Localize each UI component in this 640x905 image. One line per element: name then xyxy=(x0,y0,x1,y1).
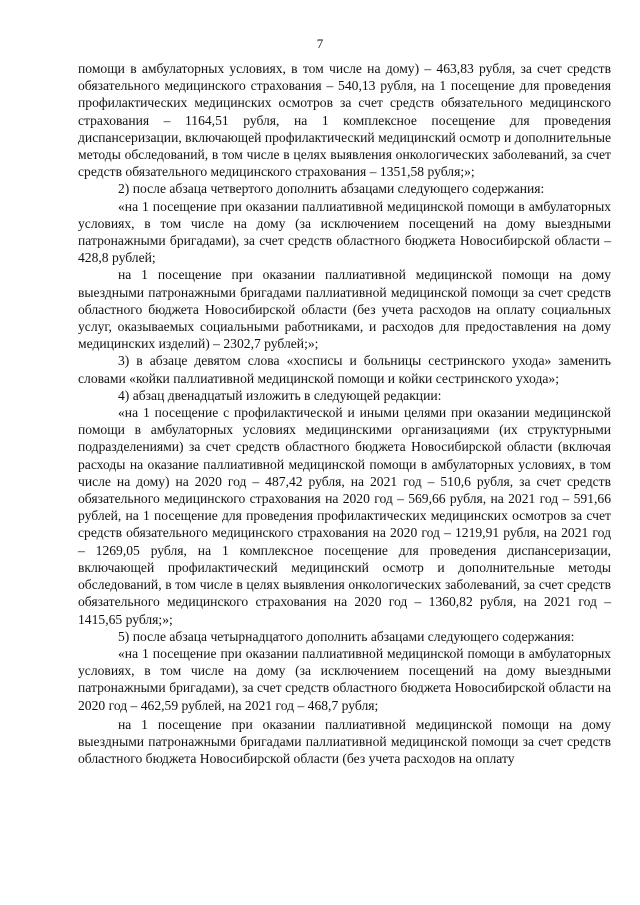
paragraph-quote-palliative-2020-2021: «на 1 посещение при оказании паллиативной медицинской помощи в амбулаторных условиях, в том числе на дому (за исключением посещений на дому выездными патронажными бригадами), за счет средств областного бюджета Новосибирской области на 2020 год – 462,59 рублей, на 2021 год – 468,7 рубля; xyxy=(78,645,611,713)
paragraph-palliative-teams: на 1 посещение при оказании паллиативной медицинской помощи на дому выездными патронажными бригадами паллиативной медицинской помощи за счет средств областного бюджета Новосибирской области (без учета расходов на оплату социальных услуг, оказываемых социальными работниками, и расходов для предоставления на дому медицинских изделий) – 2302,7 рублей;»; xyxy=(78,267,611,352)
paragraph-item-3: 3) в абзаце девятом слова «хосписы и больницы сестринского ухода» заменить словами «койки паллиативной медицинской помощи и койки сестринского ухода»; xyxy=(78,353,611,386)
paragraph-quote-palliative-home: «на 1 посещение при оказании паллиативной медицинской помощи в амбулаторных условиях, в том числе на дому (за исключением посещений на дому выездными патронажными бригадами), за счет средств областного бюджета Новосибирской области – 428,8 рублей; xyxy=(78,198,611,266)
paragraph-palliative-teams-2020: на 1 посещение при оказании паллиативной медицинской помощи на дому выездными патронажными бригадами паллиативной медицинской помощи за счет средств областного бюджета Новосибирской области (без учета расходов на оплату xyxy=(78,716,611,767)
page-number: 7 xyxy=(316,36,324,51)
paragraph-item-2: 2) после абзаца четвертого дополнить абзацами следующего содержания: xyxy=(118,181,545,197)
paragraph-item-5: 5) после абзаца четырнадцатого дополнить абзацами следующего содержания: xyxy=(118,628,575,644)
document-body xyxy=(78,60,611,767)
paragraph-continuation: помощи в амбулаторных условиях, в том числе на дому) – 463,83 рубля, за счет средств обязательного медицинского страхования – 540,13 рубля, на 1 посещение для проведения профилактических медицинских осмотров за счет средств обязательного медицинского страхования – 1164,51 рубля, на 1 комплексное посещение для проведения диспансеризации, включающей профилактический медицинский осмотр и дополнительные методы обследований, в том числе в целях выявления онкологических заболеваний, за счет средств обязательного медицинского страхования – 1351,58 рубля;»; xyxy=(78,61,611,180)
paragraph-item-4: 4) абзац двенадцатый изложить в следующей редакции: xyxy=(118,387,442,403)
paragraph-quote-preventive-visits: «на 1 посещение с профилактической и иными целями при оказании медицинской помощи в амбулаторных условиях медицинскими организациями (их структурными подразделениями) за счет средств областного бюджета Новосибирской области (включая расходы на оказание паллиативной медицинской помощи в амбулаторных условиях, в том числе на дому) на 2020 год – 487,42 рубля, на 2021 год – 510,6 рубля, за счет средств обязательного медицинского страхования на 2020 год – 569,66 рубля, на 2021 год – 591,66 рублей, на 1 посещение для проведения профилактических медицинских осмотров за счет средств обязательного медицинского страхования на 2020 год – 1219,91 рубля, на 2021 год – 1269,05 рубля, на 1 комплексное посещение для проведения диспансеризации, включающей профилактический медицинский осмотр и дополнительные методы обследований, в том числе в целях выявления онкологических заболеваний, за счет средств обязательного медицинского страхования на 2020 год – 1360,82 рубля, на 2021 год – 1415,65 рубля;»; xyxy=(78,405,611,627)
